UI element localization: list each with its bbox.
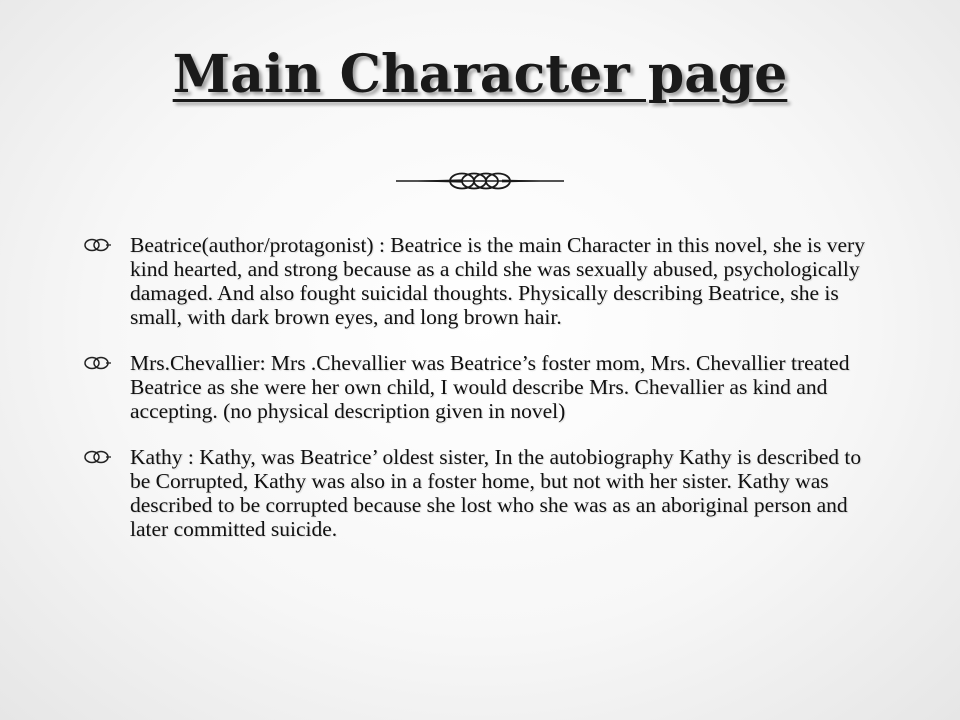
list-item bbox=[82, 351, 882, 423]
entwined-loops-bullet-icon bbox=[82, 448, 112, 466]
list-item-text: Beatrice(author/protagonist) : Beatrice is the main Character in this novel, she is very kind hearted, and strong because as a child she was sexually abused, psychologically damaged. And also fought suicidal thoughts. Physically describing Beatrice, she is small, with dark brown eyes, and long brown hair. bbox=[130, 233, 865, 329]
flourish-divider-icon bbox=[392, 166, 568, 196]
list-item-text: Kathy : Kathy, was Beatrice’ oldest sister, In the autobiography Kathy is described to be Corrupted, Kathy was also in a foster home, but not with her sister. Kathy was described to be corrupted because she lost who she was as an aboriginal person and later committed suicide. bbox=[130, 445, 862, 541]
entwined-loops-bullet-icon bbox=[82, 354, 112, 372]
list-item bbox=[82, 445, 882, 541]
page-title: Main Character page bbox=[172, 44, 788, 105]
list-item-text: Mrs.Chevallier: Mrs .Chevallier was Beatrice’s foster mom, Mrs. Chevallier treated Beatrice as she were her own child, I would describe Mrs. Chevallier as kind and accepting. (no physical description given in novel) bbox=[130, 351, 850, 423]
entwined-loops-bullet-icon bbox=[82, 236, 112, 254]
list-item bbox=[82, 233, 882, 329]
character-list bbox=[82, 233, 882, 563]
